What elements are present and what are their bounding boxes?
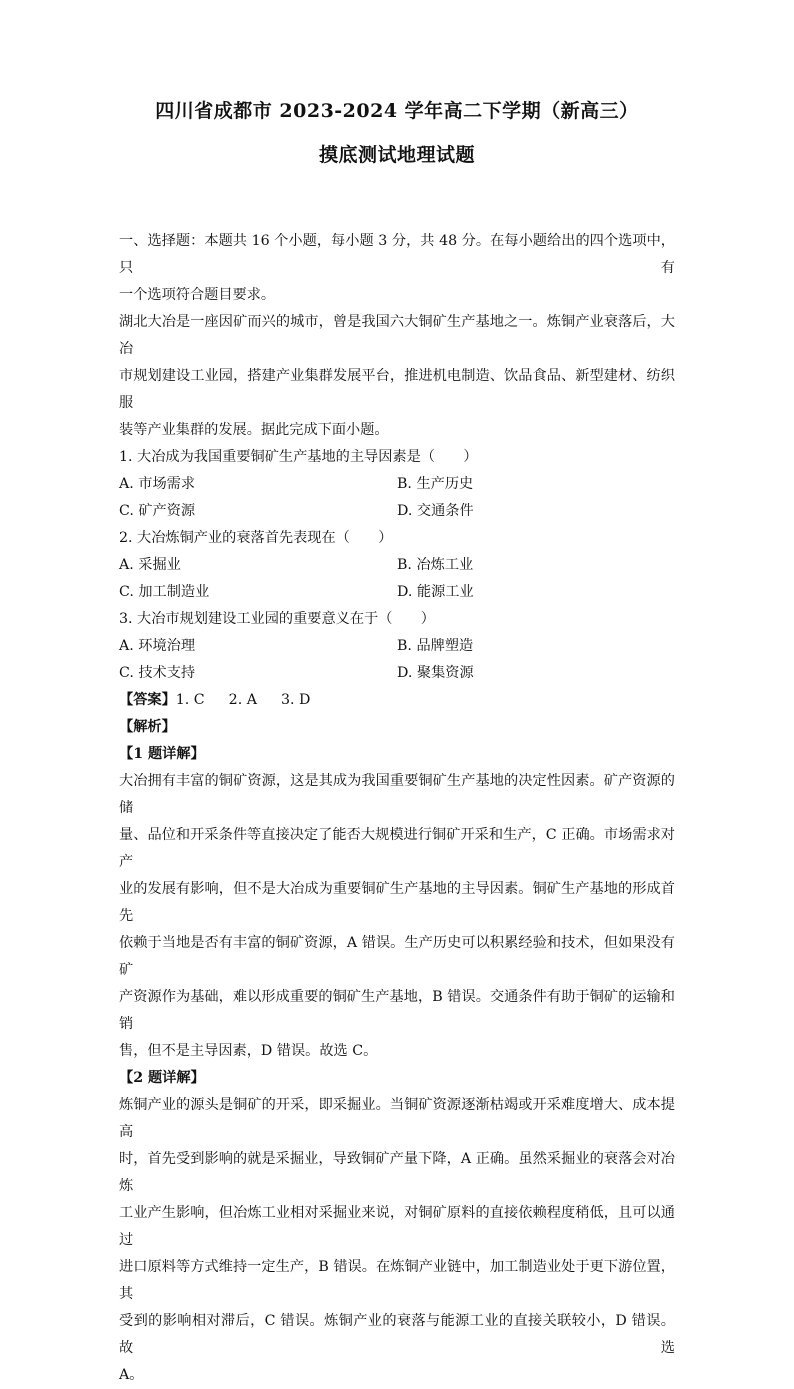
detail-2-line: 时，首先受到影响的就是采掘业，导致铜矿产量下降，A 正确。虽然采掘业的衰落会对冶炼 <box>119 1151 675 1194</box>
option-d: D. 聚集资源 <box>397 665 474 681</box>
detail-2-line: 进口原料等方式维持一定生产，B 错误。在炼铜产业链中，加工制造业处于更下游位置，其 <box>119 1259 675 1302</box>
option-a: A. 市场需求 <box>119 476 196 492</box>
options-row <box>119 552 675 579</box>
option-a: A. 环境治理 <box>119 638 196 654</box>
detail-1-label: 【1 题详解】 <box>119 746 205 762</box>
section-intro-line: 一、选择题：本题共 16 个小题，每小题 3 分，共 48 分。在每小题给出的四个选项中，只有 <box>119 233 675 276</box>
answer-3: 3. D <box>280 692 311 708</box>
option-a: A. 采掘业 <box>119 557 181 573</box>
options-row <box>119 660 675 687</box>
option-c: C. 加工制造业 <box>119 584 210 600</box>
options-row <box>119 498 675 525</box>
option-b: B. 品牌塑造 <box>397 638 474 654</box>
option-d: D. 能源工业 <box>397 584 474 600</box>
detail-1-line: 业的发展有影响，但不是大冶成为重要铜矿生产基地的主导因素。铜矿生产基地的形成首先 <box>119 881 675 924</box>
detail-2-label: 【2 题详解】 <box>119 1070 205 1086</box>
answer-label: 【答案】 <box>119 692 176 708</box>
question-stem-3: 3. 大冶市规划建设工业园的重要意义在于（ ） <box>119 611 435 627</box>
document-body <box>119 228 675 1389</box>
options-row <box>119 579 675 606</box>
option-c: C. 矿产资源 <box>119 503 196 519</box>
passage-line: 湖北大冶是一座因矿而兴的城市，曾是我国六大铜矿生产基地之一。炼铜产业衰落后，大冶 <box>119 314 675 357</box>
option-d: D. 交通条件 <box>397 503 474 519</box>
passage-line: 市规划建设工业园，搭建产业集群发展平台，推进机电制造、饮品食品、新型建材、纺织服 <box>119 368 675 411</box>
options-row <box>119 471 675 498</box>
options-row <box>119 633 675 660</box>
answer-1: 1. C <box>175 692 205 708</box>
detail-2-line: 受到的影响相对滞后，C 错误。炼铜产业的衰落与能源工业的直接关联较小，D 错误。故选 <box>119 1313 675 1356</box>
option-b: B. 生产历史 <box>397 476 474 492</box>
detail-1-line: 依赖于当地是否有丰富的铜矿资源，A 错误。生产历史可以积累经验和技术，但如果没有矿 <box>119 935 675 978</box>
question-stem-2: 2. 大冶炼铜产业的衰落首先表现在（ ） <box>119 530 393 546</box>
detail-2-line: 工业产生影响，但冶炼工业相对采掘业来说，对铜矿原料的直接依赖程度稍低，且可以通过 <box>119 1205 675 1248</box>
answer-line <box>119 687 675 714</box>
option-b: B. 冶炼工业 <box>397 557 474 573</box>
option-c: C. 技术支持 <box>119 665 196 681</box>
detail-1-line: 产资源作为基础，难以形成重要的铜矿生产基地，B 错误。交通条件有助于铜矿的运输和销 <box>119 989 675 1032</box>
section-intro-line: 一个选项符合题目要求。 <box>119 287 276 303</box>
passage-line: 装等产业集群的发展。据此完成下面小题。 <box>119 422 389 438</box>
detail-1-line: 量、品位和开采条件等直接决定了能否大规模进行铜矿开采和生产，C 正确。市场需求对产 <box>119 827 675 870</box>
question-stem-1: 1. 大冶成为我国重要铜矿生产基地的主导因素是（ ） <box>119 449 478 465</box>
answer-2: 2. A <box>228 692 257 708</box>
page-subtitle: 摸底测试地理试题 <box>318 144 475 166</box>
detail-2-line: 炼铜产业的源头是铜矿的开采，即采掘业。当铜矿资源逐渐枯竭或开采难度增大、成本提高 <box>119 1097 675 1140</box>
analysis-label: 【解析】 <box>119 719 176 735</box>
detail-2-line: A。 <box>119 1367 144 1383</box>
page-title: 四川省成都市 2023-2024 学年高二下学期（新高三） <box>155 100 639 122</box>
detail-1-line: 大冶拥有丰富的铜矿资源，这是其成为我国重要铜矿生产基地的决定性因素。矿产资源的储 <box>119 773 675 816</box>
detail-1-line: 售，但不是主导因素，D 错误。故选 C。 <box>119 1043 378 1059</box>
